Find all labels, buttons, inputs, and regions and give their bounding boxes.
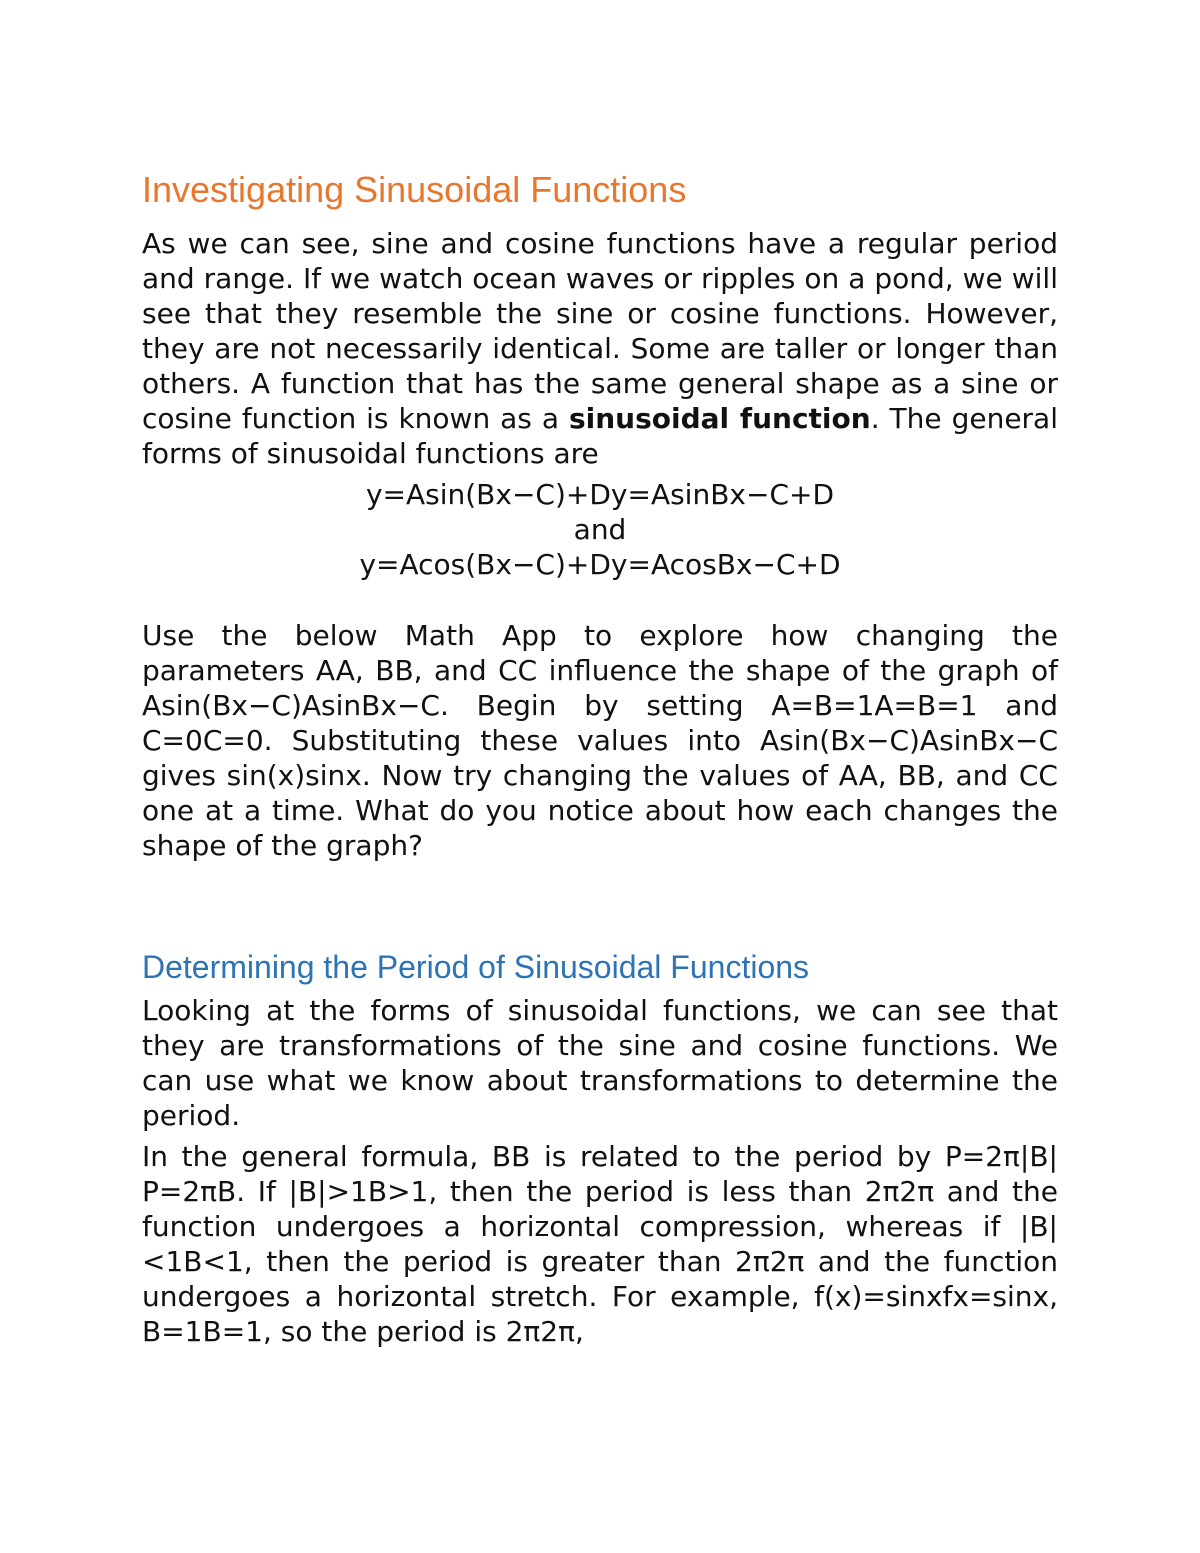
equation-cosine-form: y=Acos(Bx−C)+Dy=AcosBx−C+D bbox=[359, 548, 841, 581]
section-heading-period: Determining the Period of Sinusoidal Functions bbox=[142, 949, 810, 985]
period-formula-paragraph: In the general formula, BB is related to the period by P=2π|B| P=2πB. If |B|>1B>1, then the period is less than 2π2π and the function undergoes a horizontal compression, whereas if |B|<1B<1, then the period is greater than 2π2π and the function undergoes a horizontal stretch. For example, f(x)=sinxfx=sinx, B=1B=1, so the period is 2π2π, bbox=[142, 1140, 1058, 1348]
equation-sine-form: y=Asin(Bx−C)+Dy=AsinBx−C+D bbox=[365, 478, 835, 511]
intro-text-before: As we can see, sine and cosine functions have a regular period and range. If we watch ocean waves or ripples on a pond, we will see that they resemble the sine or cosine functions. However, they are not necessarily identical. Some are taller or longer than others. A function that has the same general shape as a sine or cosine function is known as a bbox=[142, 227, 1058, 435]
section-heading-investigating: Investigating Sinusoidal Functions bbox=[142, 169, 687, 210]
intro-paragraph bbox=[142, 226, 1058, 471]
intro-text-after: . The general forms of sinusoidal functions are bbox=[142, 402, 1058, 470]
equation-and: and bbox=[573, 513, 627, 546]
math-app-paragraph: Use the below Math App to explore how changing the parameters AA, BB, and CC influence the shape of the graph of Asin(Bx−C)AsinBx−C. Begin by setting A=B=1A=B=1 and C=0C=0. Substituting these values into Asin(Bx−C)AsinBx−C gives sin(x)sinx. Now try changing the values of AA, BB, and CC one at a time. What do you notice about how each changes the shape of the graph? bbox=[142, 619, 1058, 862]
document-page bbox=[142, 168, 1058, 1349]
term-sinusoidal-function: sinusoidal function bbox=[568, 402, 871, 435]
period-intro-paragraph: Looking at the forms of sinusoidal functions, we can see that they are transformations of the sine and cosine functions. We can use what we know about transformations to determine the period. bbox=[142, 994, 1058, 1132]
